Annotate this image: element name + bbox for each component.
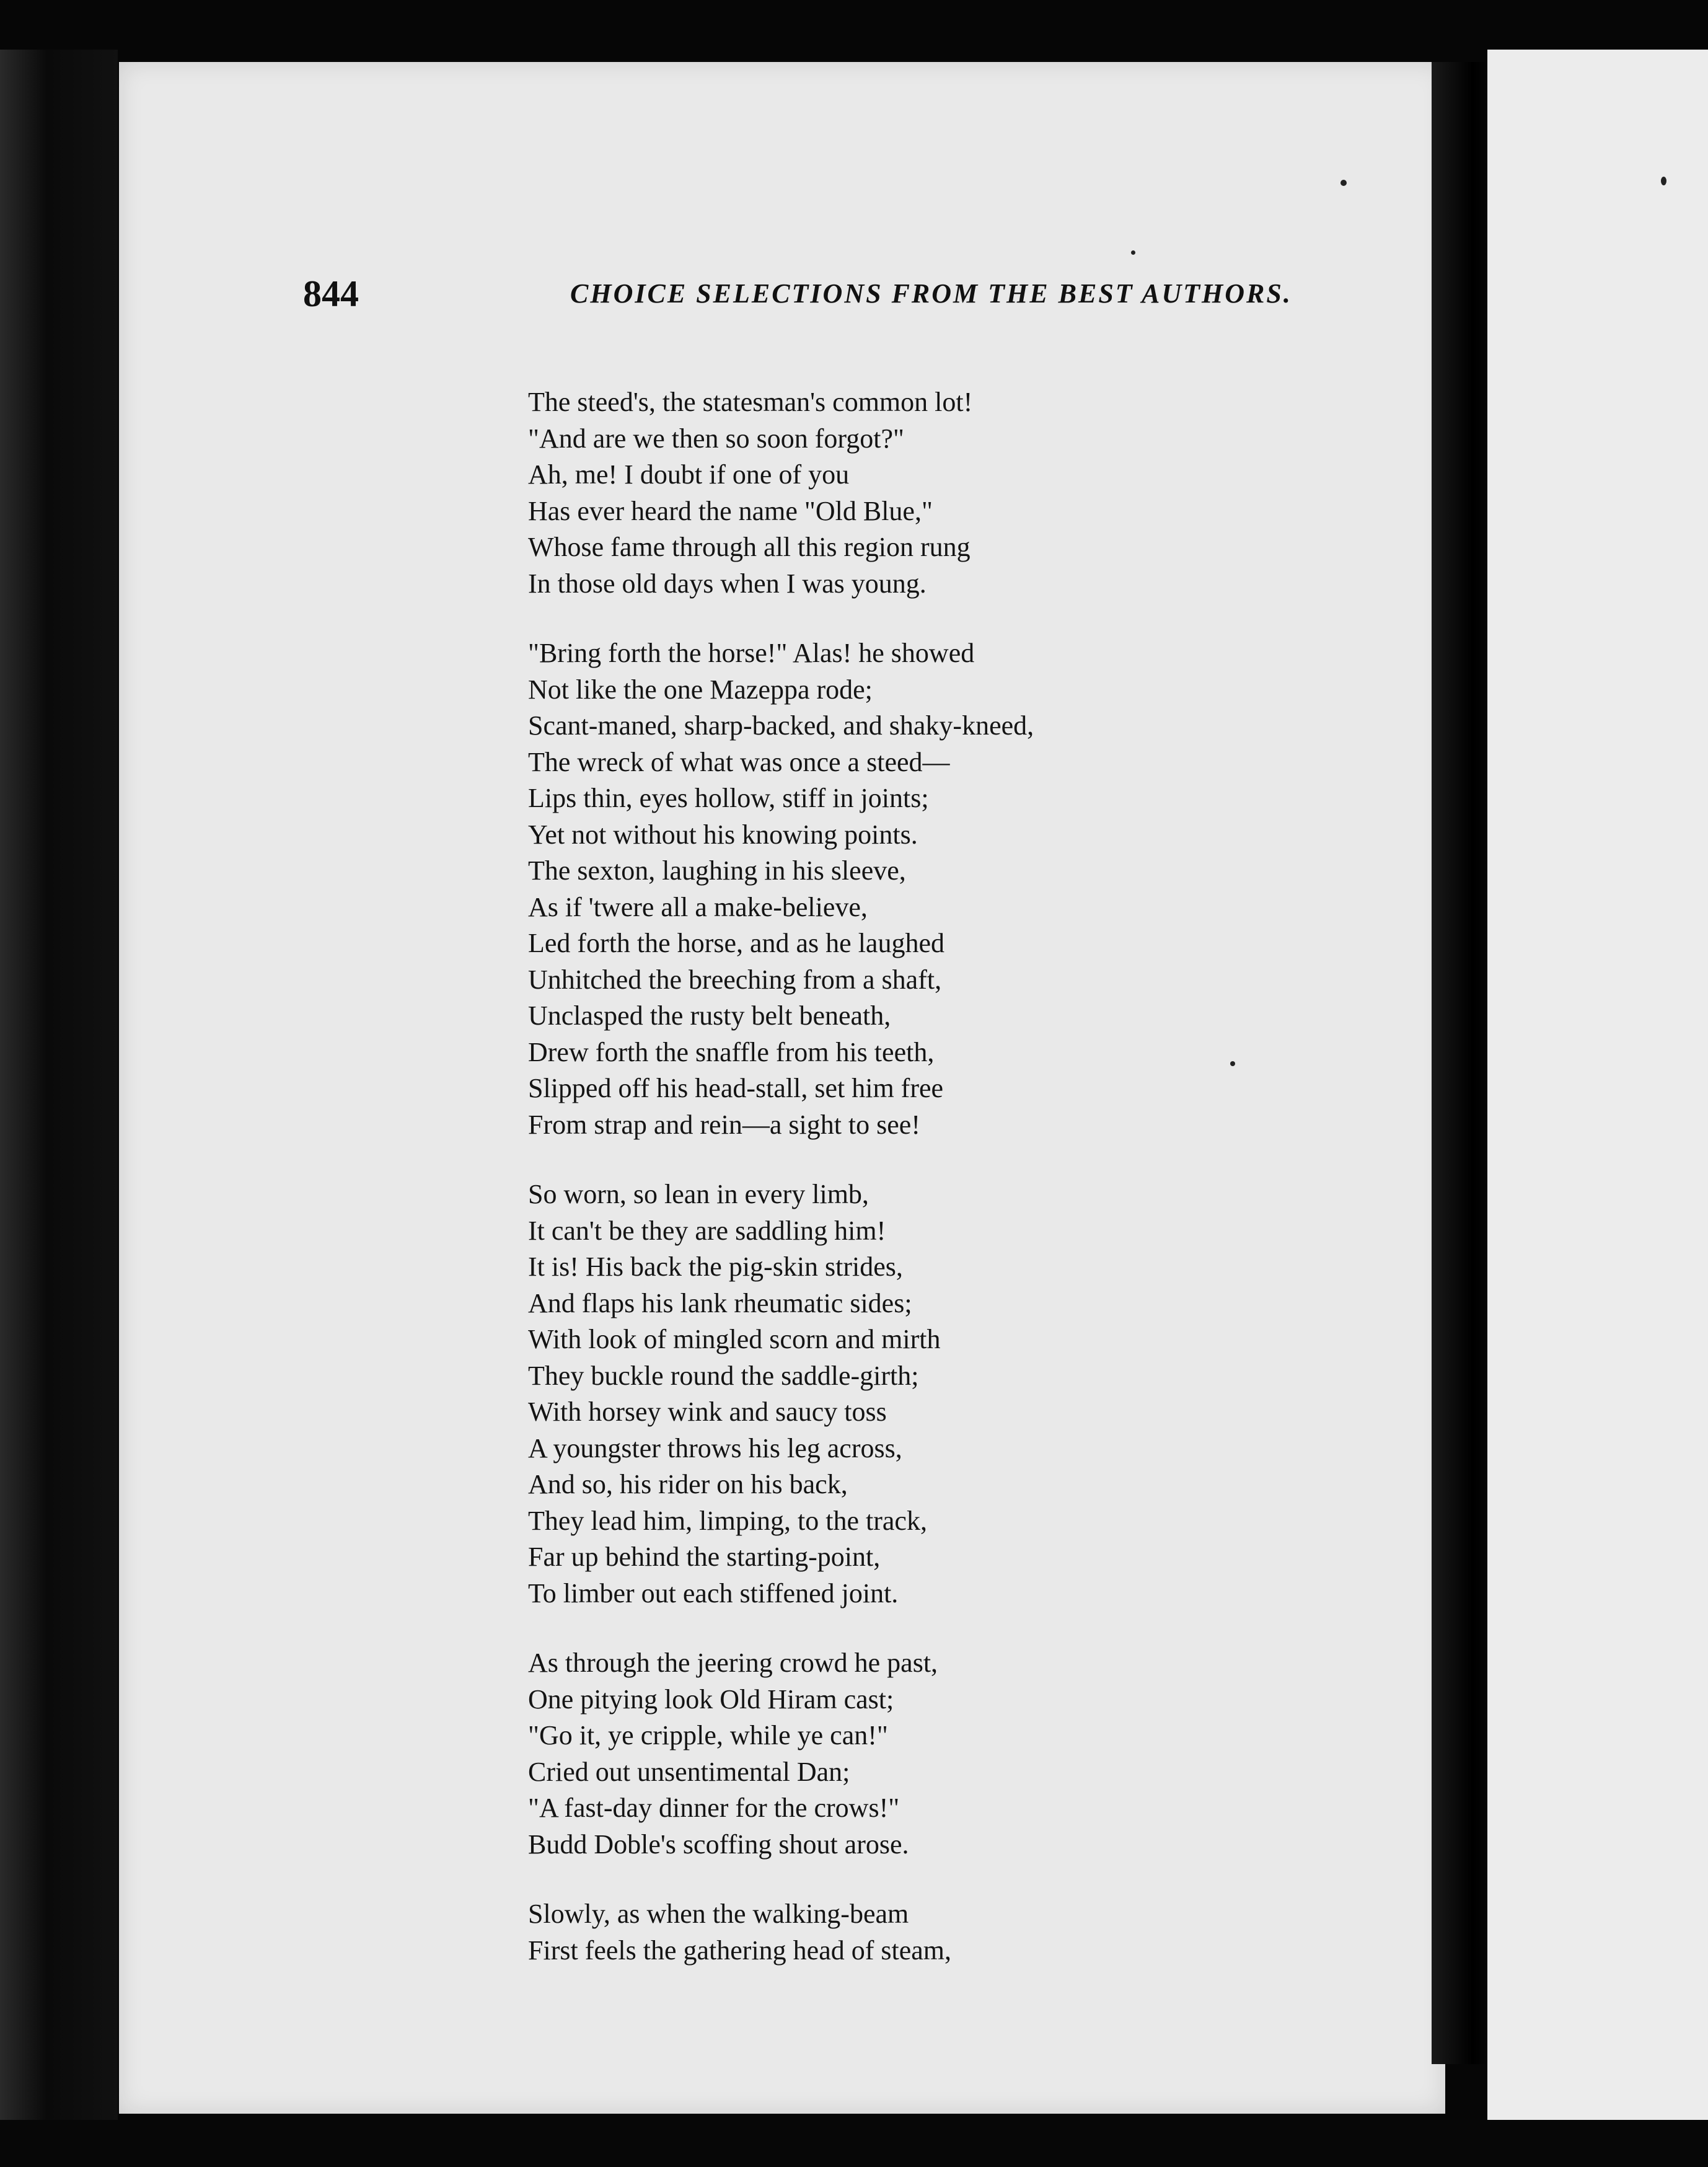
poem-line: Drew forth the snaffle from his teeth, xyxy=(528,1036,935,1067)
poem-line: With look of mingled scorn and mirth xyxy=(528,1324,941,1354)
poem-line: One pitying look Old Hiram cast; xyxy=(528,1684,894,1715)
poem-line: Budd Doble's scoffing shout arose. xyxy=(528,1829,909,1860)
scan-bottom-border xyxy=(0,2120,1708,2167)
poem-line: As if 'twere all a make-believe, xyxy=(528,891,868,922)
poem-line: Ah, me! I doubt if one of you xyxy=(528,459,850,490)
poem-line: In those old days when I was young. xyxy=(528,568,927,599)
poem-line: And so, his rider on his back, xyxy=(528,1469,848,1499)
scan-speck xyxy=(1131,250,1135,255)
poem-line: As through the jeering crowd he past, xyxy=(528,1648,938,1678)
poem-line: "Bring forth the horse!" Alas! he showed xyxy=(528,638,975,668)
poem-line: They lead him, limping, to the track, xyxy=(528,1505,927,1536)
poem-line: Scant-maned, sharp-backed, and shaky-kneed, xyxy=(528,710,1034,741)
scan-speck xyxy=(1661,177,1666,185)
poem-line: Unhitched the breeching from a shaft, xyxy=(528,964,942,995)
poem-line: And flaps his lank rheumatic sides; xyxy=(528,1287,912,1318)
poem-line: Lips thin, eyes hollow, stiff in joints; xyxy=(528,783,929,813)
stanza xyxy=(528,384,1334,602)
poem-line: Cried out unsentimental Dan; xyxy=(528,1756,850,1787)
poem-line: Led forth the horse, and as he laughed xyxy=(528,928,944,958)
poem-line: The steed's, the statesman's common lot! xyxy=(528,387,973,417)
poem-line: With horsey wink and saucy toss xyxy=(528,1397,887,1427)
poem-line: Far up behind the starting-point, xyxy=(528,1542,881,1572)
stanza xyxy=(528,1896,1334,1969)
poem-line: Slowly, as when the walking-beam xyxy=(528,1899,909,1929)
poem-line: "And are we then so soon forgot?" xyxy=(528,423,904,454)
poem-line: Slipped off his head-stall, set him free xyxy=(528,1073,944,1103)
scan-speck xyxy=(1340,180,1347,186)
book-page xyxy=(119,62,1445,2114)
poem-line: Not like the one Mazeppa rode; xyxy=(528,674,873,705)
poem-line: The sexton, laughing in his sleeve, xyxy=(528,855,906,886)
poem-line: They buckle round the saddle-girth; xyxy=(528,1360,919,1391)
poem-line: "A fast-day dinner for the crows!" xyxy=(528,1793,900,1823)
stanza xyxy=(528,1176,1334,1612)
poem-line: A youngster throws his leg across, xyxy=(528,1432,902,1463)
poem-line: Unclasped the rusty belt beneath, xyxy=(528,1000,891,1031)
left-book-edge xyxy=(0,50,118,2120)
poem-line: It is! His back the pig-skin strides, xyxy=(528,1251,903,1282)
poem-text xyxy=(528,384,1334,2002)
poem-line: It can't be they are saddling him! xyxy=(528,1215,886,1246)
poem-line: To limber out each stiffened joint. xyxy=(528,1578,899,1609)
poem-line: First feels the gathering head of steam, xyxy=(528,1935,952,1966)
running-head: CHOICE SELECTIONS FROM THE BEST AUTHORS. xyxy=(570,278,1292,309)
poem-line: Yet not without his knowing points. xyxy=(528,819,918,850)
poem-line: So worn, so lean in every limb, xyxy=(528,1179,869,1209)
stanza xyxy=(528,635,1334,1143)
poem-line: Whose fame through all this region rung xyxy=(528,532,971,562)
poem-line: From strap and rein—a sight to see! xyxy=(528,1109,920,1140)
page-number: 844 xyxy=(303,273,359,314)
scan-speck xyxy=(1230,1061,1235,1066)
poem-line: "Go it, ye cripple, while ye can!" xyxy=(528,1720,888,1750)
poem-line: The wreck of what was once a steed— xyxy=(528,746,950,777)
facing-page-edge xyxy=(1487,50,1708,2120)
poem-line: Has ever heard the name "Old Blue," xyxy=(528,495,933,526)
stanza xyxy=(528,1645,1334,1863)
